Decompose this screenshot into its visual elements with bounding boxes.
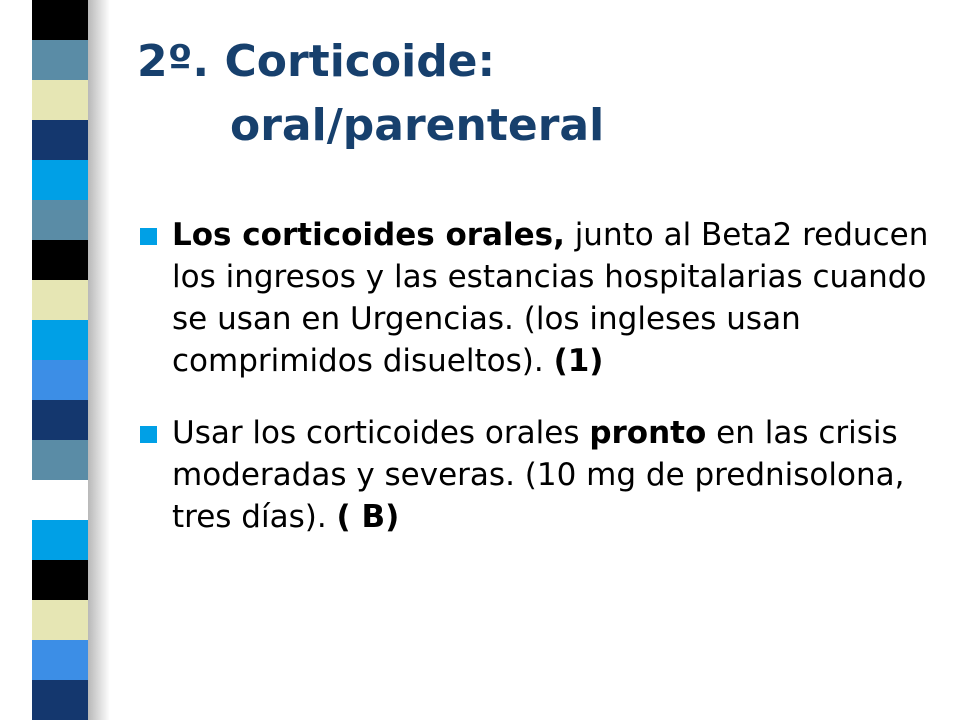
stripe-segment xyxy=(32,440,88,480)
stripe-segment xyxy=(32,0,88,40)
stripe-segment xyxy=(32,120,88,160)
stripe-segment xyxy=(32,320,88,360)
bullet-text-bold: pronto xyxy=(589,415,707,451)
bullet-text-bold: (1) xyxy=(553,343,604,379)
stripe-segment xyxy=(32,160,88,200)
stripe-segment xyxy=(32,640,88,680)
stripe-segment xyxy=(32,680,88,720)
stripe-segment xyxy=(32,520,88,560)
decorative-stripe-bar xyxy=(32,0,88,720)
stripe-segment xyxy=(32,600,88,640)
bullet-item xyxy=(136,214,936,382)
stripe-segment xyxy=(32,80,88,120)
slide-title xyxy=(137,34,917,154)
bullet-text-bold: Los corticoides orales, xyxy=(172,217,565,253)
bullet-text: Usar los corticoides orales xyxy=(172,415,590,451)
bullet-text: en las crisis moderadas y severas. (10 mg de prednisolona, tres días). xyxy=(172,415,905,535)
square-bullet-icon xyxy=(140,426,157,443)
stripe-segment xyxy=(32,240,88,280)
stripe-segment xyxy=(32,40,88,80)
square-bullet-icon xyxy=(140,228,157,245)
bullet-text-bold: ( B) xyxy=(336,499,400,535)
stripe-segment xyxy=(32,480,88,520)
stripe-segment xyxy=(32,560,88,600)
slide-title-line-1: 2º. Corticoide: xyxy=(137,36,496,87)
decorative-shadow-strip xyxy=(88,0,110,720)
bullet-item xyxy=(136,412,936,538)
bullet-text: junto al Beta2 reducen los ingresos y las estancias hospitalarias cuando se usan en Urgencias. (los ingleses usan comprimidos disueltos). xyxy=(172,217,929,379)
stripe-segment xyxy=(32,400,88,440)
stripe-segment xyxy=(32,200,88,240)
bullet-list xyxy=(136,214,936,538)
stripe-segment xyxy=(32,360,88,400)
slide-title-line-2: oral/parenteral xyxy=(230,100,605,151)
stripe-segment xyxy=(32,280,88,320)
